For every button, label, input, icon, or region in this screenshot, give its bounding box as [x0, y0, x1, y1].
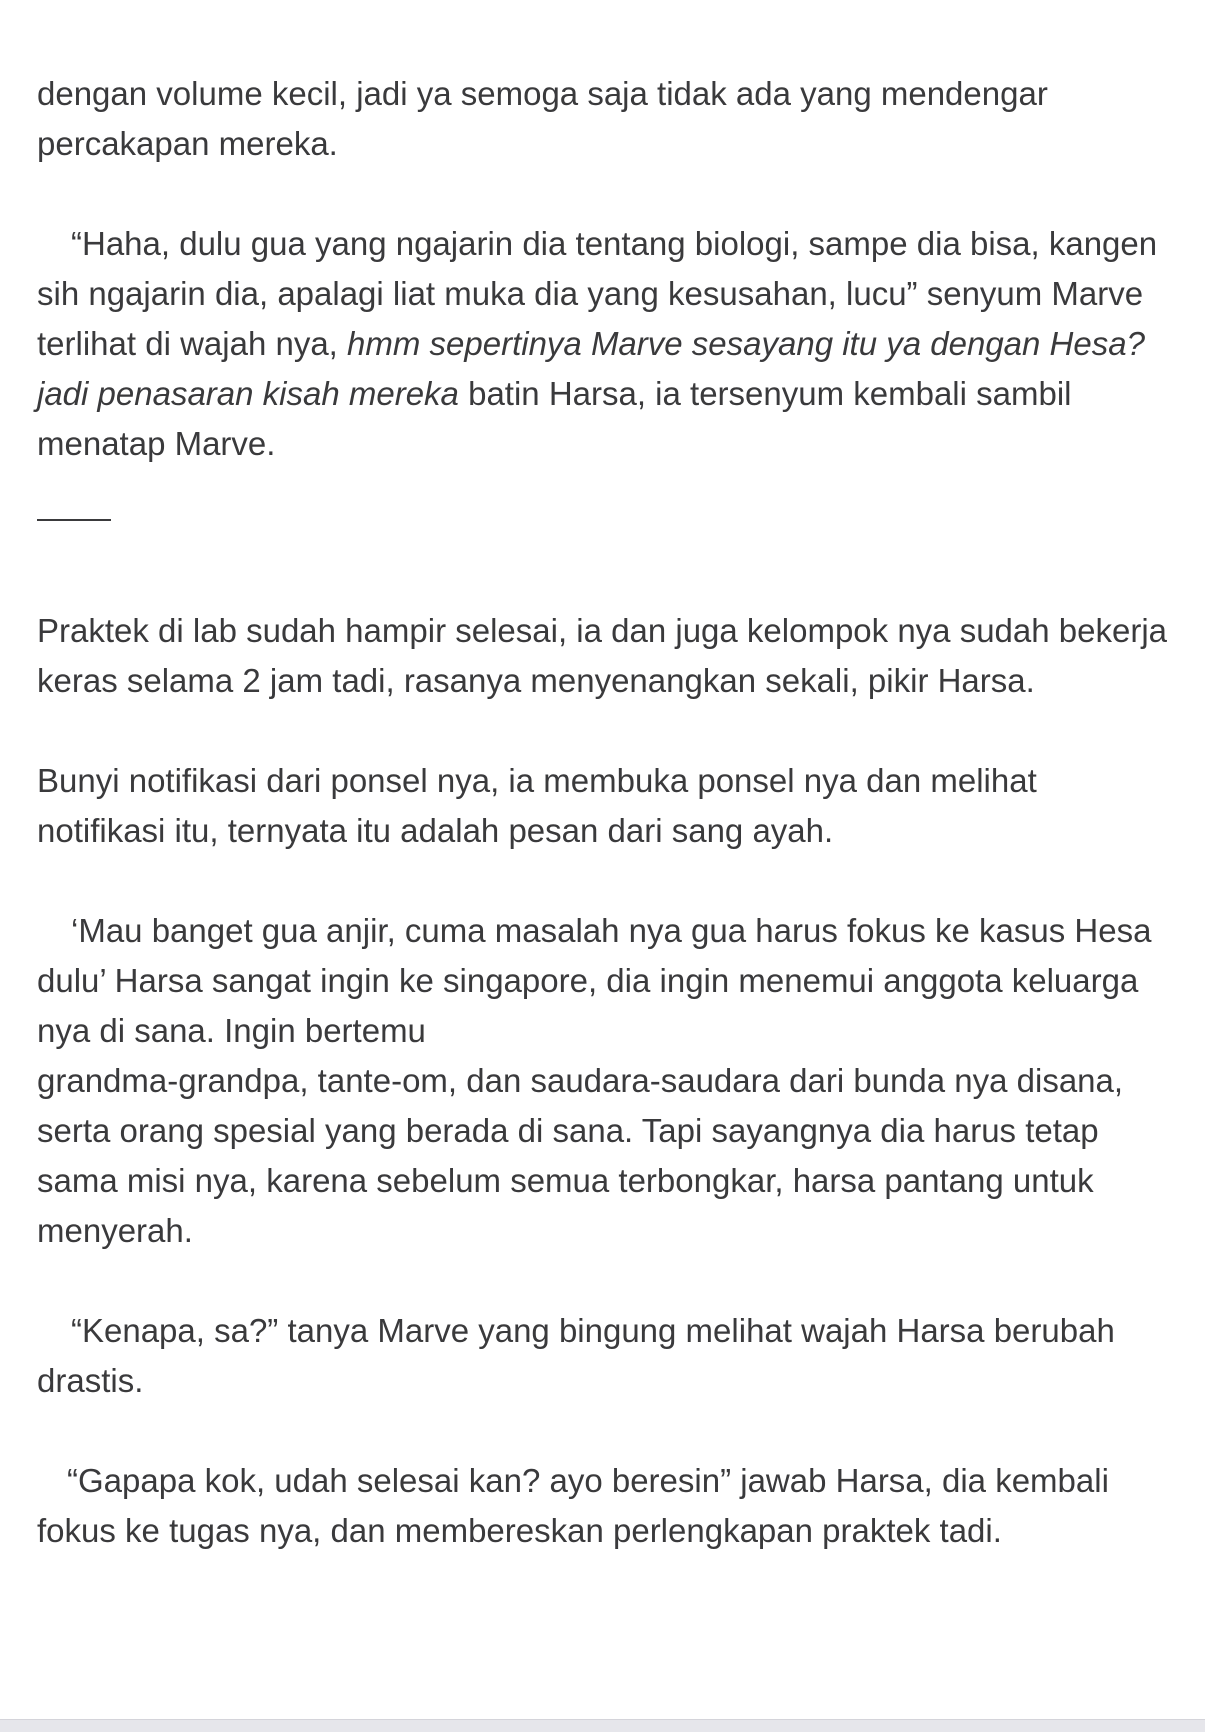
paragraph-2-text: “Haha, dulu gua yang ngajarin dia tentang biologi, sampe dia bisa, kangen sih ngajarin dia, apalagi liat muka dia yang kesusahan, lucu” senyum Marve terlihat di wajah nya, — [37, 225, 1158, 362]
paragraph-7 — [37, 1456, 1172, 1556]
paragraph-5-text: ‘Mau banget gua anjir, cuma masalah nya gua harus fokus ke kasus Hesa dulu’ Harsa sangat ingin ke singapore, dia ingin menemui anggota keluarga nya di sana. Ingin bertemu — [37, 912, 1152, 1049]
paragraph-7-text: “Gapapa kok, udah selesai kan? ayo beresin” jawab Harsa, dia kembali fokus ke tugas nya, dan membereskan perlengkapan praktek tadi. — [37, 1462, 1109, 1549]
section-divider — [37, 519, 111, 521]
paragraph-6 — [37, 1306, 1172, 1406]
paragraph-2 — [37, 219, 1172, 469]
paragraph-3-text: Praktek di lab sudah hampir selesai, ia dan juga kelompok nya sudah bekerja keras selama 2 jam tadi, rasanya menyenangkan sekali, pikir Harsa. — [37, 612, 1168, 699]
paragraph-1 — [37, 69, 1172, 169]
paragraph-2-italic-thought: hmm sepertinya Marve sesayang itu ya dengan Hesa? jadi penasaran kisah mereka — [37, 325, 1145, 412]
story-text — [37, 69, 1172, 1606]
paragraph-5-text-cont: grandma-grandpa, tante-om, dan saudara-saudara dari bunda nya disana, serta orang spesial yang berada di sana. Tapi sayangnya dia harus tetap sama misi nya, karena sebelum semua terbongkar, harsa pantang untuk menyerah. — [37, 1062, 1124, 1249]
paragraph-3 — [37, 606, 1172, 706]
bottom-toolbar-edge — [0, 1719, 1205, 1732]
paragraph-5 — [37, 906, 1172, 1256]
paragraph-4 — [37, 756, 1172, 856]
paragraph-4-text: Bunyi notifikasi dari ponsel nya, ia membuka ponsel nya dan melihat notifikasi itu, ternyata itu adalah pesan dari sang ayah. — [37, 762, 1037, 849]
paragraph-2-text-end: batin Harsa, ia tersenyum kembali sambil menatap Marve. — [37, 375, 1072, 462]
paragraph-1-text: dengan volume kecil, jadi ya semoga saja tidak ada yang mendengar percakapan mereka. — [37, 75, 1048, 162]
paragraph-6-text: “Kenapa, sa?” tanya Marve yang bingung melihat wajah Harsa berubah drastis. — [37, 1312, 1115, 1399]
